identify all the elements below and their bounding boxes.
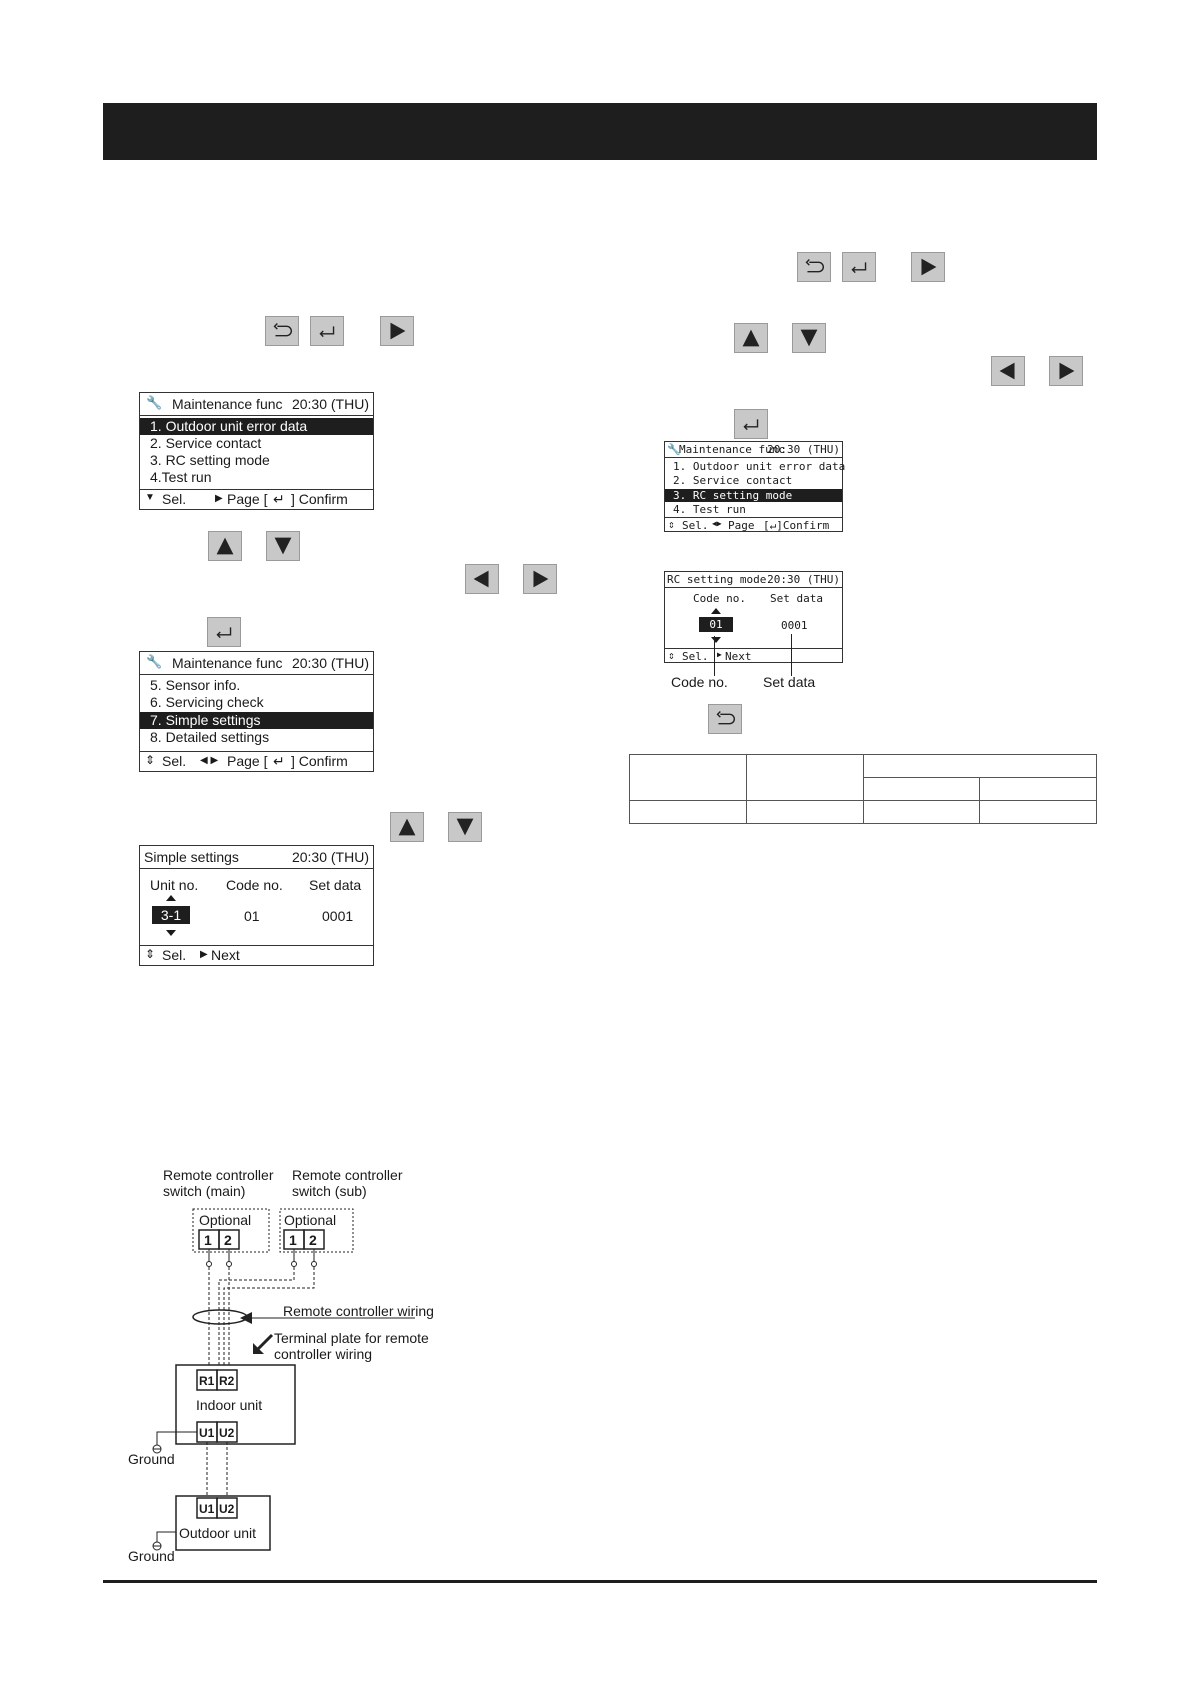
screen-title: Maintenance func	[679, 443, 785, 456]
right-key-icon	[523, 564, 557, 594]
screen-title: Maintenance func	[172, 655, 283, 671]
screen-time: 20:30 (THU)	[291, 396, 369, 412]
divider	[140, 415, 373, 416]
menu-item: 5. Sensor info.	[150, 677, 241, 693]
right-key-icon	[911, 252, 945, 282]
footer-confirm: [↵]Confirm	[763, 519, 830, 532]
table-cell	[630, 801, 747, 824]
terminal-label: 1	[204, 1232, 212, 1248]
left-key-icon	[465, 564, 499, 594]
left-right-arrow-icon: ◀▶	[712, 519, 722, 528]
enter-key-icon	[842, 252, 876, 282]
screen-time: 20:30 (THU)	[291, 655, 369, 671]
table-cell	[980, 801, 1097, 824]
divider	[665, 517, 842, 518]
down-arrow-icon	[711, 637, 721, 643]
divider	[140, 674, 373, 675]
down-arrow-icon	[166, 930, 176, 936]
enter-mini-icon: ↵	[273, 753, 285, 769]
column-unit-no: Unit no.	[150, 877, 199, 893]
screen-time: 20:30 (THU)	[767, 573, 840, 586]
back-key-icon	[708, 704, 742, 734]
footer-confirm: ] Confirm	[291, 753, 348, 769]
lcd-screen-maintenance-2	[139, 651, 374, 772]
divider	[665, 648, 842, 649]
lcd-screen-simple-settings	[139, 845, 374, 966]
footer-rule	[103, 1580, 1097, 1583]
menu-item: 7. Simple settings	[140, 712, 373, 729]
up-down-arrow-icon: ⇕	[145, 753, 156, 767]
screen-title: Simple settings	[144, 849, 239, 865]
footer-page: Page [	[227, 491, 268, 507]
menu-item: 1. Outdoor unit error data	[140, 418, 373, 435]
settings-table	[629, 754, 1097, 824]
menu-item: 3. RC setting mode	[665, 489, 842, 502]
screen-time: 20:30 (THU)	[767, 443, 840, 456]
wiring-diagram	[120, 1160, 460, 1564]
up-arrow-icon	[166, 895, 176, 901]
divider	[140, 868, 373, 869]
optional-label: Optional	[199, 1212, 252, 1228]
set-data-value: 0001	[322, 908, 354, 924]
back-key-icon	[797, 252, 831, 282]
divider	[140, 751, 373, 752]
wrench-icon: 🔧	[146, 395, 163, 410]
menu-item: 4.Test run	[150, 469, 212, 485]
header-bar	[103, 103, 1097, 160]
terminal-label: U2	[219, 1426, 235, 1440]
down-key-icon	[448, 812, 482, 842]
terminal-label: R1	[199, 1374, 215, 1388]
terminal-label: 1	[289, 1232, 297, 1248]
column-set-data: Set data	[309, 877, 362, 893]
right-arrow-icon: ▶	[215, 493, 223, 504]
footer-sel: Sel.	[682, 650, 709, 663]
table-cell	[980, 778, 1097, 801]
up-key-icon	[208, 531, 242, 561]
footer-sel: Sel.	[162, 947, 187, 963]
up-arrow-icon	[711, 608, 721, 614]
footer-next: Next	[725, 650, 752, 663]
unit-no-value: 3-1	[152, 906, 190, 924]
enter-key-icon	[734, 409, 768, 439]
up-down-arrow-icon: ⇕	[668, 649, 675, 662]
optional-label: Optional	[284, 1212, 337, 1228]
footer-sel: Sel.	[162, 753, 187, 769]
table-cell	[746, 755, 863, 801]
screen-title: Maintenance func	[172, 396, 283, 412]
right-arrow-icon: ▶	[717, 650, 722, 659]
menu-item: 6. Servicing check	[150, 694, 264, 710]
outdoor-unit-label: Outdoor unit	[179, 1525, 257, 1541]
callout-set-data: Set data	[763, 674, 816, 690]
wrench-icon: 🔧	[146, 654, 163, 669]
screen-time: 20:30 (THU)	[291, 849, 369, 865]
down-key-icon	[266, 531, 300, 561]
table-cell	[863, 778, 980, 801]
enter-key-icon	[310, 316, 344, 346]
terminal-label: U1	[199, 1502, 215, 1516]
footer-sel: Sel.	[682, 519, 709, 532]
column-set-data: Set data	[770, 592, 823, 605]
screen-title: RC setting mode	[667, 573, 767, 586]
footer-sel: Sel.	[162, 491, 187, 507]
footer-page: Page	[728, 519, 755, 532]
divider	[140, 945, 373, 946]
column-code-no: Code no.	[226, 877, 283, 893]
lcd-screen-rc-setting-mode	[664, 571, 843, 663]
down-key-icon	[792, 323, 826, 353]
down-arrow-icon: ▼	[145, 492, 155, 503]
ground-label: Ground	[128, 1548, 175, 1564]
lcd-screen-maintenance-3	[664, 441, 846, 532]
up-key-icon	[390, 812, 424, 842]
terminal-label: 2	[309, 1232, 317, 1248]
terminal-label: U1	[199, 1426, 215, 1440]
terminal-label: 2	[224, 1232, 232, 1248]
back-key-icon	[265, 316, 299, 346]
divider	[140, 489, 373, 490]
terminal-label: R2	[219, 1374, 235, 1388]
code-no-value: 01	[699, 617, 733, 632]
up-down-arrow-icon: ⇕	[668, 518, 675, 531]
terminal-plate-label: Terminal plate for remote controller wiring	[274, 1330, 429, 1362]
divider	[665, 457, 842, 458]
right-arrow-icon: ▶	[200, 949, 208, 960]
table-cell	[630, 755, 747, 801]
ground-label: Ground	[128, 1451, 175, 1467]
lcd-screen-maintenance-1	[139, 392, 374, 510]
footer-confirm: ] Confirm	[291, 491, 348, 507]
set-data-value: 0001	[781, 619, 808, 632]
enter-mini-icon: ↵	[273, 491, 285, 507]
code-no-value: 01	[244, 908, 260, 924]
footer-page: Page [	[227, 753, 268, 769]
menu-item: 8. Detailed settings	[150, 729, 270, 745]
footer-next: Next	[211, 947, 240, 963]
divider	[665, 587, 842, 588]
rc-wiring-label: Remote controller wiring	[283, 1303, 434, 1319]
callout-line	[791, 634, 792, 676]
rc-sub-label: Remote controller switch (sub)	[292, 1167, 403, 1199]
menu-item: 1. Outdoor unit error data	[673, 460, 846, 473]
enter-key-icon	[207, 617, 241, 647]
menu-item: 2. Service contact	[673, 474, 793, 487]
menu-item: 3. RC setting mode	[150, 452, 270, 468]
left-right-arrow-icon: ◀ ▶	[200, 755, 219, 766]
table-cell	[863, 755, 1097, 778]
callout-code-no: Code no.	[671, 674, 728, 690]
right-key-icon	[380, 316, 414, 346]
left-key-icon	[991, 356, 1025, 386]
menu-item: 2. Service contact	[150, 435, 262, 451]
rc-main-label: Remote controller switch (main)	[163, 1167, 274, 1199]
indoor-unit-label: Indoor unit	[196, 1397, 263, 1413]
table-cell	[863, 801, 980, 824]
callout-line	[714, 636, 715, 676]
menu-item: 4. Test run	[673, 503, 746, 516]
column-code-no: Code no.	[693, 592, 746, 605]
table-cell	[746, 801, 863, 824]
up-down-arrow-icon: ⇕	[145, 947, 156, 961]
right-key-icon	[1049, 356, 1083, 386]
wrench-icon: 🔧	[667, 443, 681, 456]
terminal-label: U2	[219, 1502, 235, 1516]
up-key-icon	[734, 323, 768, 353]
